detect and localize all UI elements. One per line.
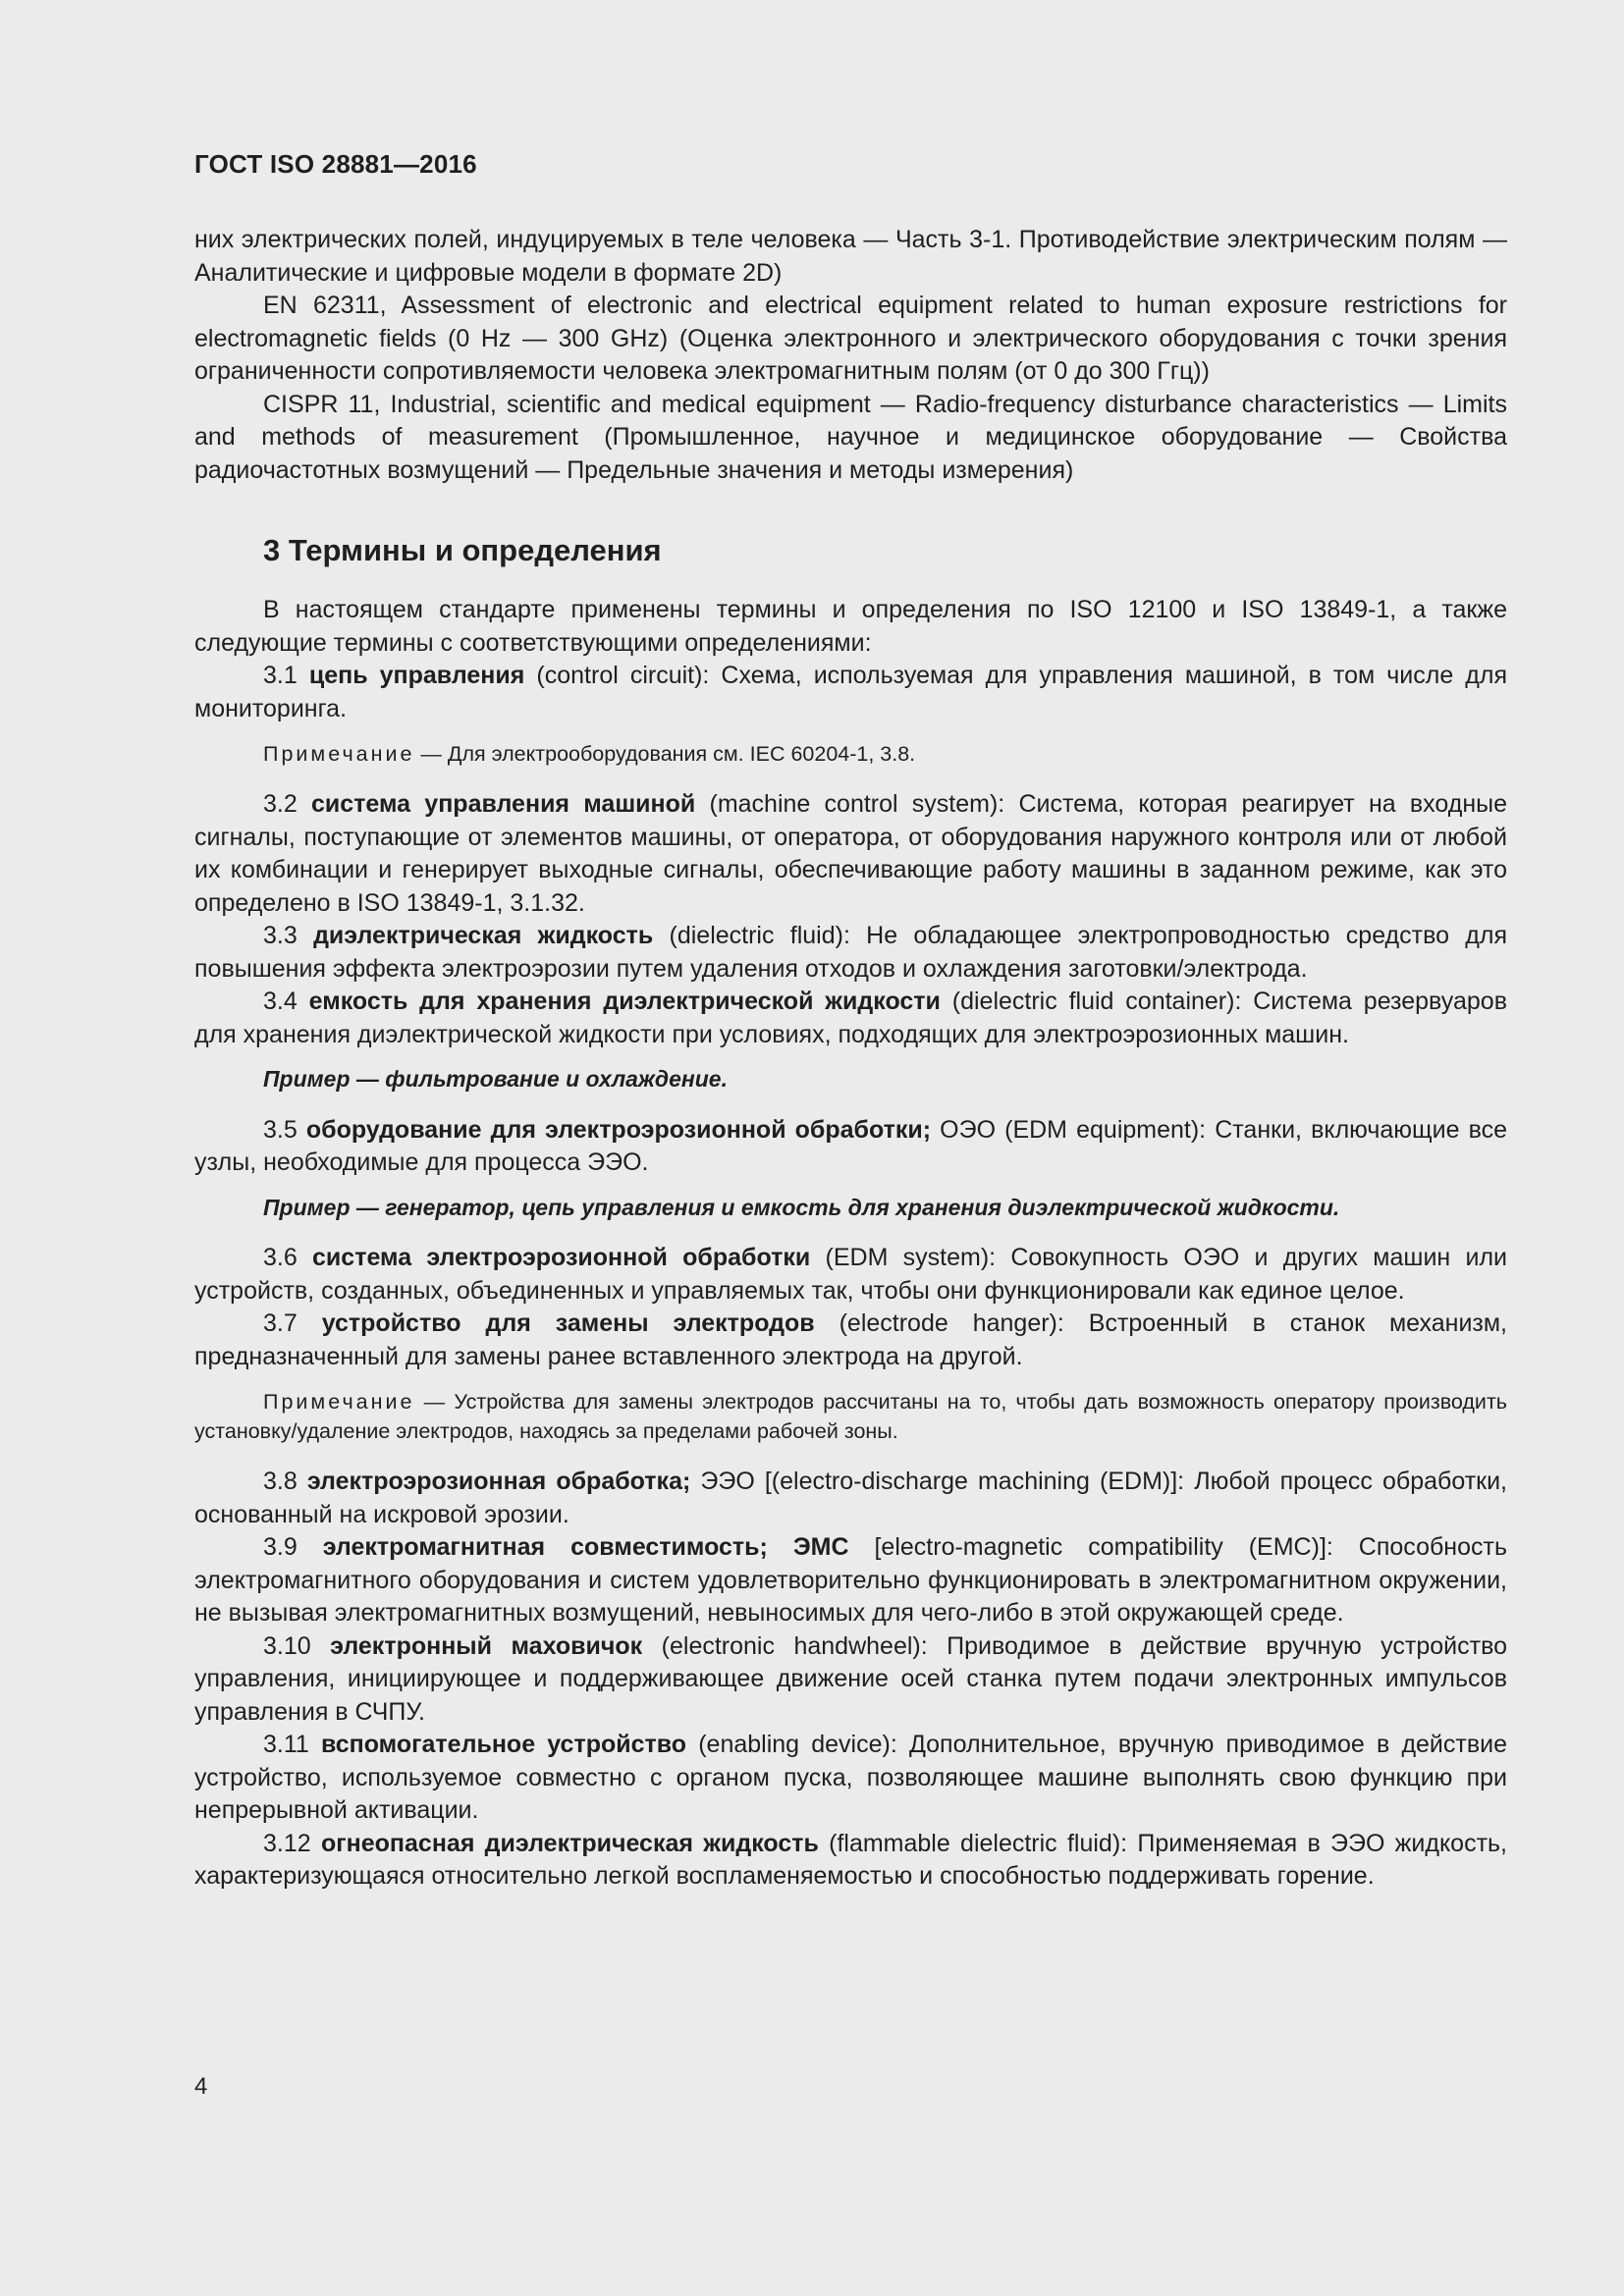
term-3-9: 3.9 электромагнитная совместимость; ЭМС [electro-magnetic compatibility (EMC)]: Способность электромагнитного оборудования и систем удовлетворительно функционировать в электромагнитном окружении, не вызывая электромагнитных возмущений, невыносимых для чего-либо в этой окружающей среде.: [194, 1533, 1507, 1627]
page-content: [194, 224, 1507, 1894]
reference-continuation: них электрических полей, индуцируемых в теле человека — Часть 3-1. Противодействие электрическим полям — Аналитические и цифровые модели в формате 2D): [194, 226, 1507, 287]
term-name: емкость для хранения диэлектрической жидкости: [308, 988, 941, 1015]
term-name: устройство для замены электродов: [321, 1309, 815, 1337]
section-intro: В настоящем стандарте применены термины и определения по ISO 12100 и ISO 13849-1, а также следующие термины с соответствующими определениями:: [194, 596, 1507, 657]
term-3-3: 3.3 диэлектрическая жидкость (dielectric fluid): Не обладающее электропроводностью средство для повышения эффекта электроэрозии путем удаления отходов и охлаждения заготовки/электрода.: [194, 922, 1507, 983]
term-3-10: 3.10 электронный маховичок (electronic handwheel): Приводимое в действие вручную устройство управления, инициирующее и поддерживающее движение осей станка путем подачи электронных импульсов управления в СЧПУ.: [194, 1631, 1507, 1726]
term-name: вспомогательное устройство: [320, 1731, 687, 1758]
section-heading: 3 Термины и определения: [263, 533, 662, 567]
term-name: оборудование для электроэрозионной обработки;: [305, 1115, 932, 1144]
term-3-8: 3.8 электроэрозионная обработка; ЭЭО [(electro-discharge machining (EDM)]: Любой процесс обработки, основанный на искровой эрозии.: [194, 1468, 1507, 1528]
term-3-5: 3.5 оборудование для электроэрозионной обработки; ОЭО (EDM equipment): Станки, включающие все узлы, необходимые для процесса ЭЭО.: [194, 1115, 1507, 1176]
term-name: система управления машиной: [311, 790, 696, 818]
term-3-11: 3.11 вспомогательное устройство (enabling device): Дополнительное, вручную приводимое в действие устройство, используемое совместно с органом пуска, позволяющее машине выполнять свою функцию при непрерывной активации.: [194, 1731, 1507, 1824]
term-name: диэлектрическая жидкость: [313, 922, 654, 949]
term-name: электронный маховичок: [330, 1631, 643, 1660]
term-3-4: 3.4 емкость для хранения диэлектрической жидкости (dielectric fluid container): Система резервуаров для хранения диэлектрической жидкости при условиях, подходящих для электроэрозионных машин.: [194, 988, 1507, 1048]
page-number: 4: [194, 2073, 208, 2100]
term-name: огнеопасная диэлектрическая жидкость: [320, 1829, 819, 1857]
note: Примечание — Для электрооборудования см. IEC 60204-1, 3.8.: [263, 742, 916, 766]
term-name: электромагнитная совместимость; ЭМС: [322, 1533, 849, 1561]
reference-en62311: EN 62311, Assessment of electronic and electrical equipment related to human exposure restrictions for electromagnetic fields (0 Hz — 300 GHz) (Оценка электронного и электрического оборудования с точки зрения ограниченности сопротивляемости человека электромагнитным полям (от 0 до 300 Ггц)): [194, 292, 1507, 385]
term-3-2: 3.2 система управления машиной (machine control system): Система, которая реагирует на входные сигналы, поступающие от элементов машины, от оператора, от оборудования наружного контроля или от любой их комбинации и генерирует выходные сигналы, обеспечивающие работу машины в заданном режиме, как это определено в ISO 13849-1, 3.1.32.: [194, 790, 1507, 917]
term-3-7: 3.7 устройство для замены электродов (electrode hanger): Встроенный в станок механизм, предназначенный для замены ранее вставленного электрода на другой.: [194, 1309, 1508, 1370]
note-label: Примечание: [263, 742, 415, 766]
example: Пример — генератор, цепь управления и емкость для хранения диэлектрической жидкости.: [263, 1194, 1340, 1220]
reference-cispr11: CISPR 11, Industrial, scientific and medical equipment — Radio-frequency disturbance characteristics — Limits and methods of measurement (Промышленное, научное и медицинское оборудование — Свойства радиочастотных возмущений — Предельные значения и методы измерения): [194, 390, 1507, 484]
note-label: Примечание: [263, 1390, 415, 1414]
page-header: ГОСТ ISO 28881—2016: [194, 149, 477, 179]
term-3-12: 3.12 огнеопасная диэлектрическая жидкость (flammable dielectric fluid): Применяемая в ЭЭО жидкость, характеризующаяся относительно легкой воспламеняемостью и способностью поддерживать горение.: [194, 1829, 1507, 1890]
term-3-1: 3.1 цепь управления (control circuit): Схема, используемая для управления машиной, в том числе для мониторинга.: [194, 662, 1507, 722]
term-name: система электроэрозионной обработки: [312, 1244, 811, 1271]
term-name: цепь управления: [308, 662, 525, 689]
term-3-6: 3.6 система электроэрозионной обработки (EDM system): Совокупность ОЭО и других машин или устройств, созданных, объединенных и управляемых так, чтобы они функционировали как единое целое.: [194, 1244, 1507, 1305]
example: Пример — фильтрование и охлаждение.: [263, 1066, 728, 1092]
note: Примечание — Устройства для замены электродов рассчитаны на то, чтобы дать возможность оператору производить установку/удаление электродов, находясь за пределами рабочей зоны.: [194, 1390, 1507, 1443]
term-name: электроэрозионная обработка;: [306, 1468, 691, 1495]
